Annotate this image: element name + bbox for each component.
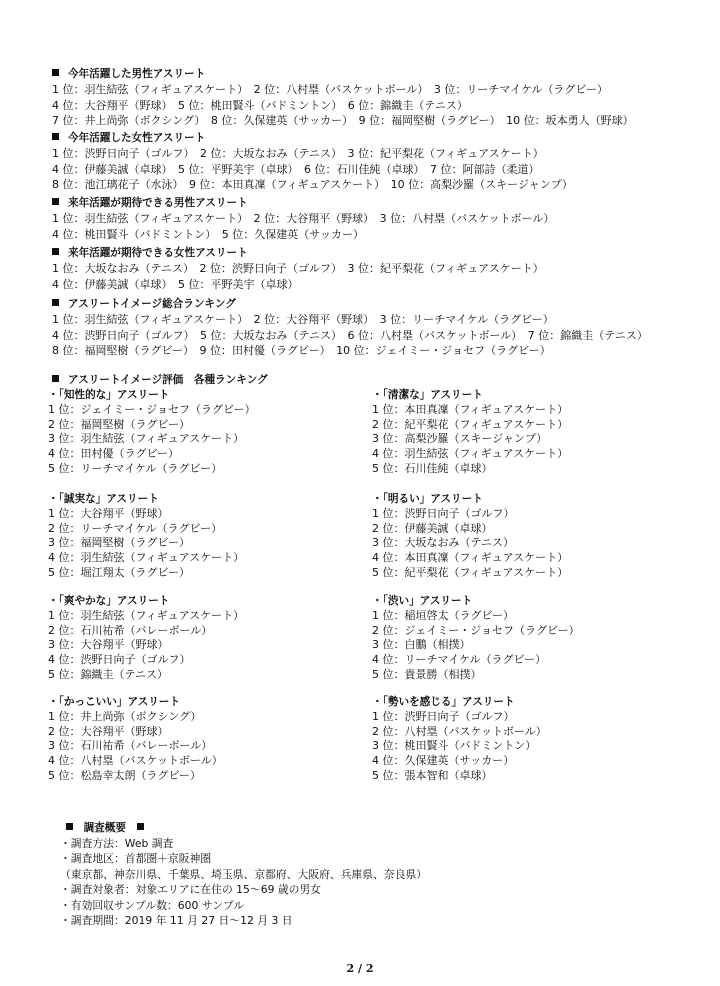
section-title: 来年活躍が期待できる男性アスリート — [68, 197, 248, 209]
section-male-athletes-next-year — [52, 195, 702, 242]
list-item: 5 位：紀平梨花（フィギュアスケート） — [372, 565, 569, 579]
list-item: 1 位：井上尚弥（ボクシング） — [48, 710, 202, 723]
list-item: 2 位：紀平梨花（フィギュアスケート） — [372, 417, 569, 431]
ranking-line: 4 位：渋野日向子（ゴルフ） 5 位：大坂なおみ（テニス） 6 位：八村塁（バスケットボール） 7 位：錦織圭（テニス） — [52, 328, 648, 342]
section-heading — [52, 296, 702, 312]
survey-line: ・調査対象者：対象エリアに在住の 15～69 歳の男女 — [60, 883, 322, 897]
category-refreshing — [48, 594, 368, 682]
section-title: 来年活躍が期待できる女性アスリート — [68, 247, 248, 259]
list-item: 5 位：石川佳純（卓球） — [372, 461, 493, 475]
category-title: ・「明るい」アスリート — [372, 493, 483, 505]
section-heading — [52, 245, 702, 261]
ranking-line: 4 位：伊藤美誠（卓球） 5 位：平野美宇（卓球） 6 位：石川佳純（卓球） 7 位：阿部詩（柔道） — [52, 162, 540, 176]
list-item: 4 位：久保建英（サッカー） — [372, 754, 515, 768]
survey-line: ・有効回収サンプル数：600 サンプル — [60, 898, 245, 912]
category-cool-mature — [372, 594, 692, 682]
list-item: 4 位：八村塁（バスケットボール） — [48, 754, 223, 768]
survey-title: 調査概要 — [83, 822, 126, 834]
list-item: 1 位：稲垣啓太（ラグビー） — [372, 609, 515, 622]
list-item: 4 位：田村優（ラグビー） — [48, 447, 180, 461]
category-cool — [48, 695, 368, 783]
survey-line: ・調査地区：首都圏＋京阪神圏 — [60, 852, 212, 866]
list-item: 2 位：大谷翔平（野球） — [48, 724, 169, 738]
list-item: 3 位：羽生結弦（フィギュアスケート） — [48, 432, 245, 446]
list-item: 4 位：羽生結弦（フィギュアスケート） — [48, 551, 245, 565]
list-item: 2 位：八村塁（バスケットボール） — [372, 724, 547, 738]
list-item: 5 位：貴景勝（相撲） — [372, 667, 482, 681]
category-momentum — [372, 695, 692, 783]
category-title: ・「爽やかな」アスリート — [48, 595, 170, 607]
ranking-line: 1 位：羽生結弦（フィギュアスケート） 2 位：大谷翔平（野球） 3 位：リーチマイケル（ラグビー） — [52, 313, 554, 326]
list-item: 5 位：堀江翔太（ラグビー） — [48, 565, 191, 579]
square-bullet-icon — [137, 823, 144, 830]
list-item: 4 位：本田真凜（フィギュアスケート） — [372, 551, 569, 565]
ranking-line: 8 位：福岡堅樹（ラグビー） 9 位：田村優（ラグビー） 10 位：ジェイミー・ジョセフ（ラグビー） — [52, 344, 551, 357]
list-item: 3 位：大坂なおみ（テニス） — [372, 536, 515, 550]
category-title: ・「渋い」アスリート — [372, 595, 473, 607]
list-item: 2 位：福岡堅樹（ラグビー） — [48, 417, 191, 431]
survey-line: ・調査期間：2019 年 11 月 27 日～12 月 3 日 — [60, 913, 293, 927]
list-item: 5 位：錦織圭（テニス） — [48, 667, 169, 681]
list-item: 1 位：渋野日向子（ゴルフ） — [372, 710, 515, 723]
section-female-athletes-next-year — [52, 245, 702, 292]
list-item: 3 位：石川祐希（バレーボール） — [48, 739, 213, 753]
section-male-athletes-this-year — [52, 66, 702, 129]
section-title: 今年活躍した男性アスリート — [68, 68, 206, 80]
list-item: 3 位：白鵬（相撲） — [372, 638, 471, 652]
list-item: 2 位：伊藤美誠（卓球） — [372, 521, 493, 535]
list-item: 4 位：羽生結弦（フィギュアスケート） — [372, 447, 569, 461]
survey-line: （東京都、神奈川県、千葉県、埼玉県、京都府、大阪府、兵庫県、奈良県） — [60, 867, 428, 881]
section-title: アスリートイメージ総合ランキング — [68, 298, 236, 310]
list-item: 3 位：桃田賢斗（バドミントン） — [372, 739, 537, 753]
section-female-athletes-this-year — [52, 130, 702, 193]
list-item: 5 位：リーチマイケル（ラグビー） — [48, 461, 223, 475]
ranking-line: 4 位：伊藤美誠（卓球） 5 位：平野美宇（卓球） — [52, 277, 299, 291]
list-item: 3 位：福岡堅樹（ラグビー） — [48, 536, 191, 550]
ranking-line: 1 位：渋野日向子（ゴルフ） 2 位：大坂なおみ（テニス） 3 位：紀平梨花（フィギュアスケート） — [52, 147, 544, 160]
ranking-line: 1 位：羽生結弦（フィギュアスケート） 2 位：大谷翔平（野球） 3 位：八村塁（バスケットボール） — [52, 212, 555, 225]
list-item: 2 位：リーチマイケル（ラグビー） — [48, 521, 223, 535]
section-heading — [52, 66, 702, 82]
square-bullet-icon — [52, 198, 59, 205]
list-item: 1 位：大谷翔平（野球） — [48, 507, 169, 520]
section-heading — [52, 130, 702, 146]
section-overall-ranking — [52, 296, 702, 359]
category-sincere — [48, 492, 368, 580]
section-heading — [52, 372, 702, 388]
square-bullet-icon — [52, 69, 59, 76]
square-bullet-icon — [66, 823, 73, 830]
square-bullet-icon — [52, 248, 59, 255]
list-item: 3 位：高梨沙羅（スキージャンプ） — [372, 432, 548, 446]
list-item: 4 位：リーチマイケル（ラグビー） — [372, 653, 547, 667]
page-number: 2 / 2 — [346, 962, 374, 975]
category-title: ・「誠実な」アスリート — [48, 493, 159, 505]
category-cheerful — [372, 492, 692, 580]
list-item: 5 位：松島幸太朗（ラグビー） — [48, 768, 202, 782]
category-title: ・「知性的な」アスリート — [48, 389, 170, 401]
section-heading — [52, 195, 702, 211]
square-bullet-icon — [52, 375, 59, 382]
ranking-line: 4 位：桃田賢斗（バドミントン） 5 位：久保建英（サッカー） — [52, 227, 365, 241]
ranking-line: 1 位：羽生結弦（フィギュアスケート） 2 位：八村塁（バスケットボール） 3 位：リーチマイケル（ラグビー） — [52, 83, 608, 96]
category-title: ・「清潔な」アスリート — [372, 389, 483, 401]
category-title: ・「勢いを感じる」アスリート — [372, 696, 515, 708]
list-item: 1 位：本田真凜（フィギュアスケート） — [372, 403, 569, 416]
list-item: 3 位：大谷翔平（野球） — [48, 638, 169, 652]
square-bullet-icon — [52, 299, 59, 306]
square-bullet-icon — [52, 133, 59, 140]
list-item: 1 位：ジェイミー・ジョセフ（ラグビー） — [48, 403, 256, 416]
ranking-line: 8 位：池江璃花子（水泳） 9 位：本田真凜（フィギュアスケート） 10 位：高梨沙羅（スキージャンプ） — [52, 178, 573, 191]
list-item: 1 位：渋野日向子（ゴルフ） — [372, 507, 515, 520]
ranking-line: 4 位：大谷翔平（野球） 5 位：桃田賢斗（バドミントン） 6 位：錦織圭（テニス） — [52, 98, 468, 112]
survey-heading — [66, 820, 660, 836]
category-intellectual — [48, 388, 368, 476]
list-item: 2 位：石川祐希（バレーボール） — [48, 623, 213, 637]
list-item: 4 位：渋野日向子（ゴルフ） — [48, 653, 191, 667]
survey-line: ・調査方法：Web 調査 — [60, 837, 174, 850]
category-clean — [372, 388, 692, 476]
ranking-line: 7 位：井上尚弥（ボクシング） 8 位：久保建英（サッカー） 9 位：福岡堅樹（ラグビー） 10 位：坂本勇人（野球） — [52, 114, 634, 127]
section-image-evaluation — [52, 372, 702, 388]
category-title: ・「かっこいい」アスリート — [48, 696, 180, 708]
list-item: 1 位：羽生結弦（フィギュアスケート） — [48, 609, 245, 622]
list-item: 5 位：張本智和（卓球） — [372, 768, 493, 782]
survey-overview — [60, 820, 660, 928]
section-title: アスリートイメージ評価 各種ランキング — [68, 374, 268, 386]
ranking-line: 1 位：大坂なおみ（テニス） 2 位：渋野日向子（ゴルフ） 3 位：紀平梨花（フィギュアスケート） — [52, 262, 544, 275]
list-item: 2 位：ジェイミー・ジョセフ（ラグビー） — [372, 623, 580, 637]
section-title: 今年活躍した女性アスリート — [68, 132, 206, 144]
